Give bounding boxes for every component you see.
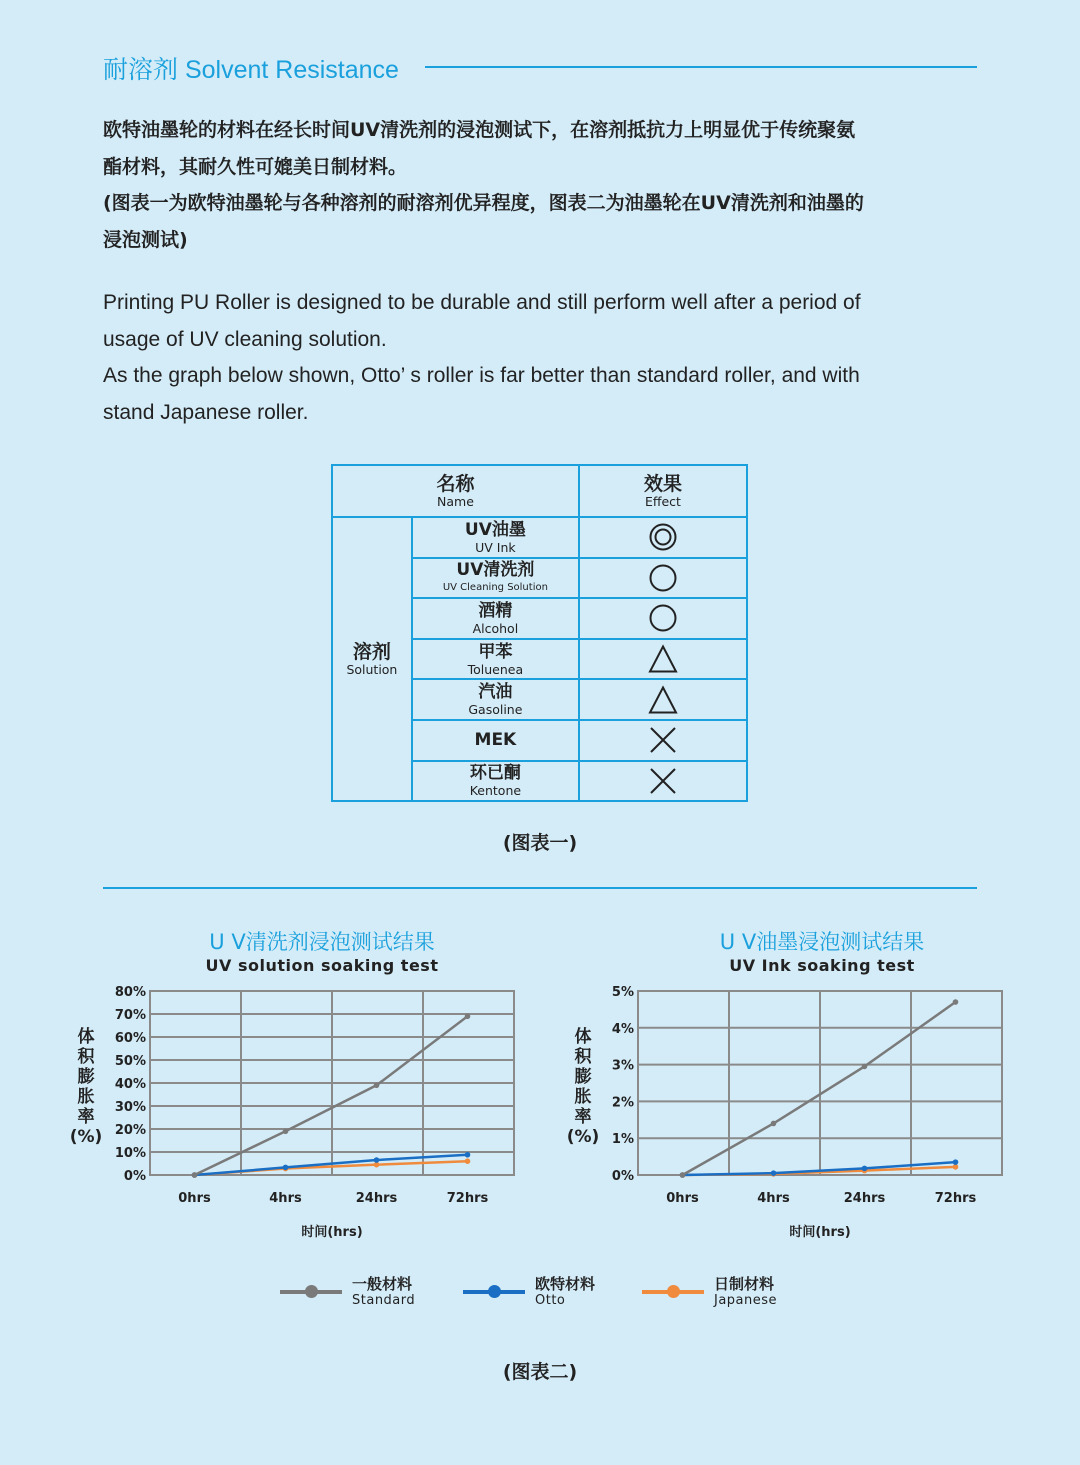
y-tick-label: 5% <box>611 985 634 1000</box>
ylabel-char: 率 <box>574 1107 592 1127</box>
ylabel-char: 膨 <box>77 1067 95 1087</box>
ylabel-char: 体 <box>574 1027 592 1047</box>
ylabel-char: 体 <box>77 1027 95 1047</box>
legend-text <box>714 1275 777 1309</box>
solvent-name-en: UV Ink <box>475 539 516 555</box>
ylabel-char: (%) <box>69 1127 103 1147</box>
data-point <box>283 1165 289 1171</box>
circle-icon <box>648 603 678 633</box>
effect-cell <box>579 517 747 558</box>
y-tick-label: 70% <box>114 1008 146 1023</box>
solvent-name-cell <box>412 517 579 558</box>
y-tick-label: 80% <box>114 985 146 1000</box>
solution-group-en: Solution <box>346 661 398 677</box>
intro-cn-line: 欧特油墨轮的材料在经长时间UV清洗剂的浸泡测试下，在溶剂抵抗力上明显优于传统聚氨 <box>103 119 856 141</box>
data-point <box>374 1083 380 1089</box>
solvent-name-en: Kentone <box>469 783 522 799</box>
y-tick-label: 10% <box>114 1146 146 1161</box>
name-header <box>332 465 579 517</box>
y-tick-label: 4% <box>611 1021 634 1037</box>
y-tick-label: 0% <box>123 1169 146 1184</box>
solvent-name-cn: UV清洗剂 <box>456 560 535 581</box>
solvent-name-cell <box>412 679 579 720</box>
solvent-name-cn: UV油墨 <box>464 519 526 540</box>
solvent-resistance-table <box>331 464 748 802</box>
section-title-rule <box>425 66 977 68</box>
effect-header-cn: 效果 <box>643 472 682 495</box>
uv-solution-chart <box>100 980 530 1250</box>
solvent-name-cell <box>412 639 579 680</box>
solvent-name-en: Gasoline <box>468 702 523 718</box>
y-tick-label: 60% <box>114 1031 146 1046</box>
data-point <box>953 1164 959 1170</box>
intro-english <box>103 285 979 431</box>
name-header-en: Name <box>437 493 474 509</box>
triangle-icon <box>648 644 678 674</box>
ylabel-char: 胀 <box>574 1087 592 1107</box>
x-tick-label: 0hrs <box>666 1191 699 1206</box>
solution-group-cell <box>332 517 412 801</box>
solvent-name-cell <box>412 598 579 639</box>
chart2-subtitle: UV Ink soaking test <box>729 956 915 975</box>
y-tick-label: 20% <box>114 1123 146 1138</box>
legend-label-cn: 欧特材料 <box>535 1275 596 1293</box>
intro-cn-line: (图表一为欧特油墨轮与各种溶剂的耐溶剂优异程度，图表二为油墨轮在UV清洗剂和油墨的 <box>103 192 864 214</box>
table-caption: (图表一) <box>502 832 578 854</box>
data-point <box>192 1172 198 1178</box>
legend-dot <box>667 1285 680 1298</box>
legend-label-en: Standard <box>352 1293 416 1308</box>
data-point <box>680 1172 686 1178</box>
y-tick-label: 1% <box>611 1132 634 1148</box>
effect-cell <box>579 558 747 599</box>
effect-cell <box>579 639 747 680</box>
solvent-name-cell <box>412 761 579 802</box>
data-point <box>771 1121 777 1127</box>
double-circle-icon <box>648 522 678 552</box>
intro-en-line: usage of UV cleaning solution. <box>103 327 387 351</box>
data-point <box>862 1064 868 1070</box>
circle-icon <box>648 563 678 593</box>
data-point <box>953 999 959 1005</box>
legend-label-cn: 日制材料 <box>714 1275 775 1293</box>
solvent-name-cn: 环已酮 <box>469 763 521 784</box>
legend-text <box>535 1275 595 1309</box>
section-header <box>103 44 977 88</box>
y-tick-label: 40% <box>114 1077 146 1092</box>
solvent-name-cn: 汽油 <box>478 682 513 703</box>
solvent-name-en: Toluenea <box>467 661 524 677</box>
x-axis-label: 时间(hrs) <box>789 1225 851 1240</box>
table-row <box>332 517 747 558</box>
x-tick-label: 24hrs <box>355 1191 398 1206</box>
chart1-title: U V清洗剂浸泡测试结果 <box>209 930 435 954</box>
intro-cn-line: 浸泡测试) <box>103 228 188 251</box>
data-point <box>771 1170 777 1176</box>
y-tick-label: 0% <box>611 1169 634 1184</box>
intro-chinese <box>103 112 979 258</box>
ylabel-char: 胀 <box>77 1087 95 1107</box>
charts-caption: (图表二) <box>502 1361 578 1383</box>
ylabel-char: 积 <box>77 1047 95 1067</box>
effect-cell <box>579 598 747 639</box>
data-point <box>465 1158 471 1164</box>
legend-label-cn: 一般材料 <box>352 1275 413 1293</box>
x-axis-label: 时间(hrs) <box>301 1225 363 1240</box>
intro-cn-line: 酯材料，其耐久性可媲美日制材料。 <box>103 155 408 178</box>
legend-dot <box>488 1285 501 1298</box>
data-point <box>465 1014 471 1020</box>
x-tick-label: 72hrs <box>446 1191 489 1206</box>
x-tick-label: 0hrs <box>178 1191 211 1206</box>
effect-cell <box>579 679 747 720</box>
chart-legend <box>280 1275 840 1315</box>
triangle-icon <box>648 685 678 715</box>
x-tick-label: 4hrs <box>757 1191 790 1206</box>
chart1-subtitle: UV solution soaking test <box>205 956 439 975</box>
legend-text <box>352 1275 415 1309</box>
section-divider <box>103 887 977 889</box>
effect-header <box>579 465 747 517</box>
uv-ink-chart <box>588 980 1018 1250</box>
legend-label-en: Japanese <box>714 1293 778 1308</box>
solvent-name-cell <box>412 720 579 761</box>
chart2-title: U V油墨浸泡测试结果 <box>719 930 925 954</box>
data-point <box>953 1159 959 1165</box>
legend-dot <box>305 1285 318 1298</box>
data-point <box>374 1157 380 1163</box>
section-title: 耐溶剂 Solvent Resistance <box>103 56 399 84</box>
x-tick-label: 4hrs <box>269 1191 302 1206</box>
solvent-name-cell <box>412 558 579 599</box>
effect-header-en: Effect <box>644 493 681 509</box>
cross-icon <box>648 725 678 755</box>
y-tick-label: 3% <box>611 1058 634 1074</box>
x-tick-label: 72hrs <box>934 1191 977 1206</box>
cross-icon <box>648 766 678 796</box>
y-tick-label: 50% <box>114 1054 146 1069</box>
solvent-name-en: UV Cleaning Solution <box>442 582 548 594</box>
ylabel-char: 率 <box>77 1107 95 1127</box>
data-point <box>283 1129 289 1135</box>
name-header-cn: 名称 <box>436 472 475 495</box>
effect-cell <box>579 720 747 761</box>
solvent-name-cn: 酒精 <box>478 600 513 621</box>
y-tick-label: 30% <box>114 1100 146 1115</box>
legend-label-en: Otto <box>535 1293 566 1308</box>
solvent-name-cn: MEK <box>474 730 517 751</box>
ylabel-char: 膨 <box>574 1067 592 1087</box>
effect-cell <box>579 761 747 802</box>
intro-en-line: Printing PU Roller is designed to be durable and still perform well after a period of <box>103 291 861 314</box>
intro-en-line: stand Japanese roller. <box>103 400 309 424</box>
ylabel-char: (%) <box>566 1127 600 1147</box>
y-tick-label: 2% <box>611 1095 634 1111</box>
solvent-name-en: Alcohol <box>472 620 519 636</box>
solvent-name-cn: 甲苯 <box>478 641 513 662</box>
intro-en-line: As the graph below shown, Otto’ s roller is far better than standard roller, and with <box>103 364 860 387</box>
ylabel-char: 积 <box>574 1047 592 1067</box>
data-point <box>465 1152 471 1158</box>
x-tick-label: 24hrs <box>843 1191 886 1206</box>
data-point <box>862 1166 868 1172</box>
table-header-row <box>332 465 747 517</box>
solution-group-cn: 溶剂 <box>352 640 391 663</box>
